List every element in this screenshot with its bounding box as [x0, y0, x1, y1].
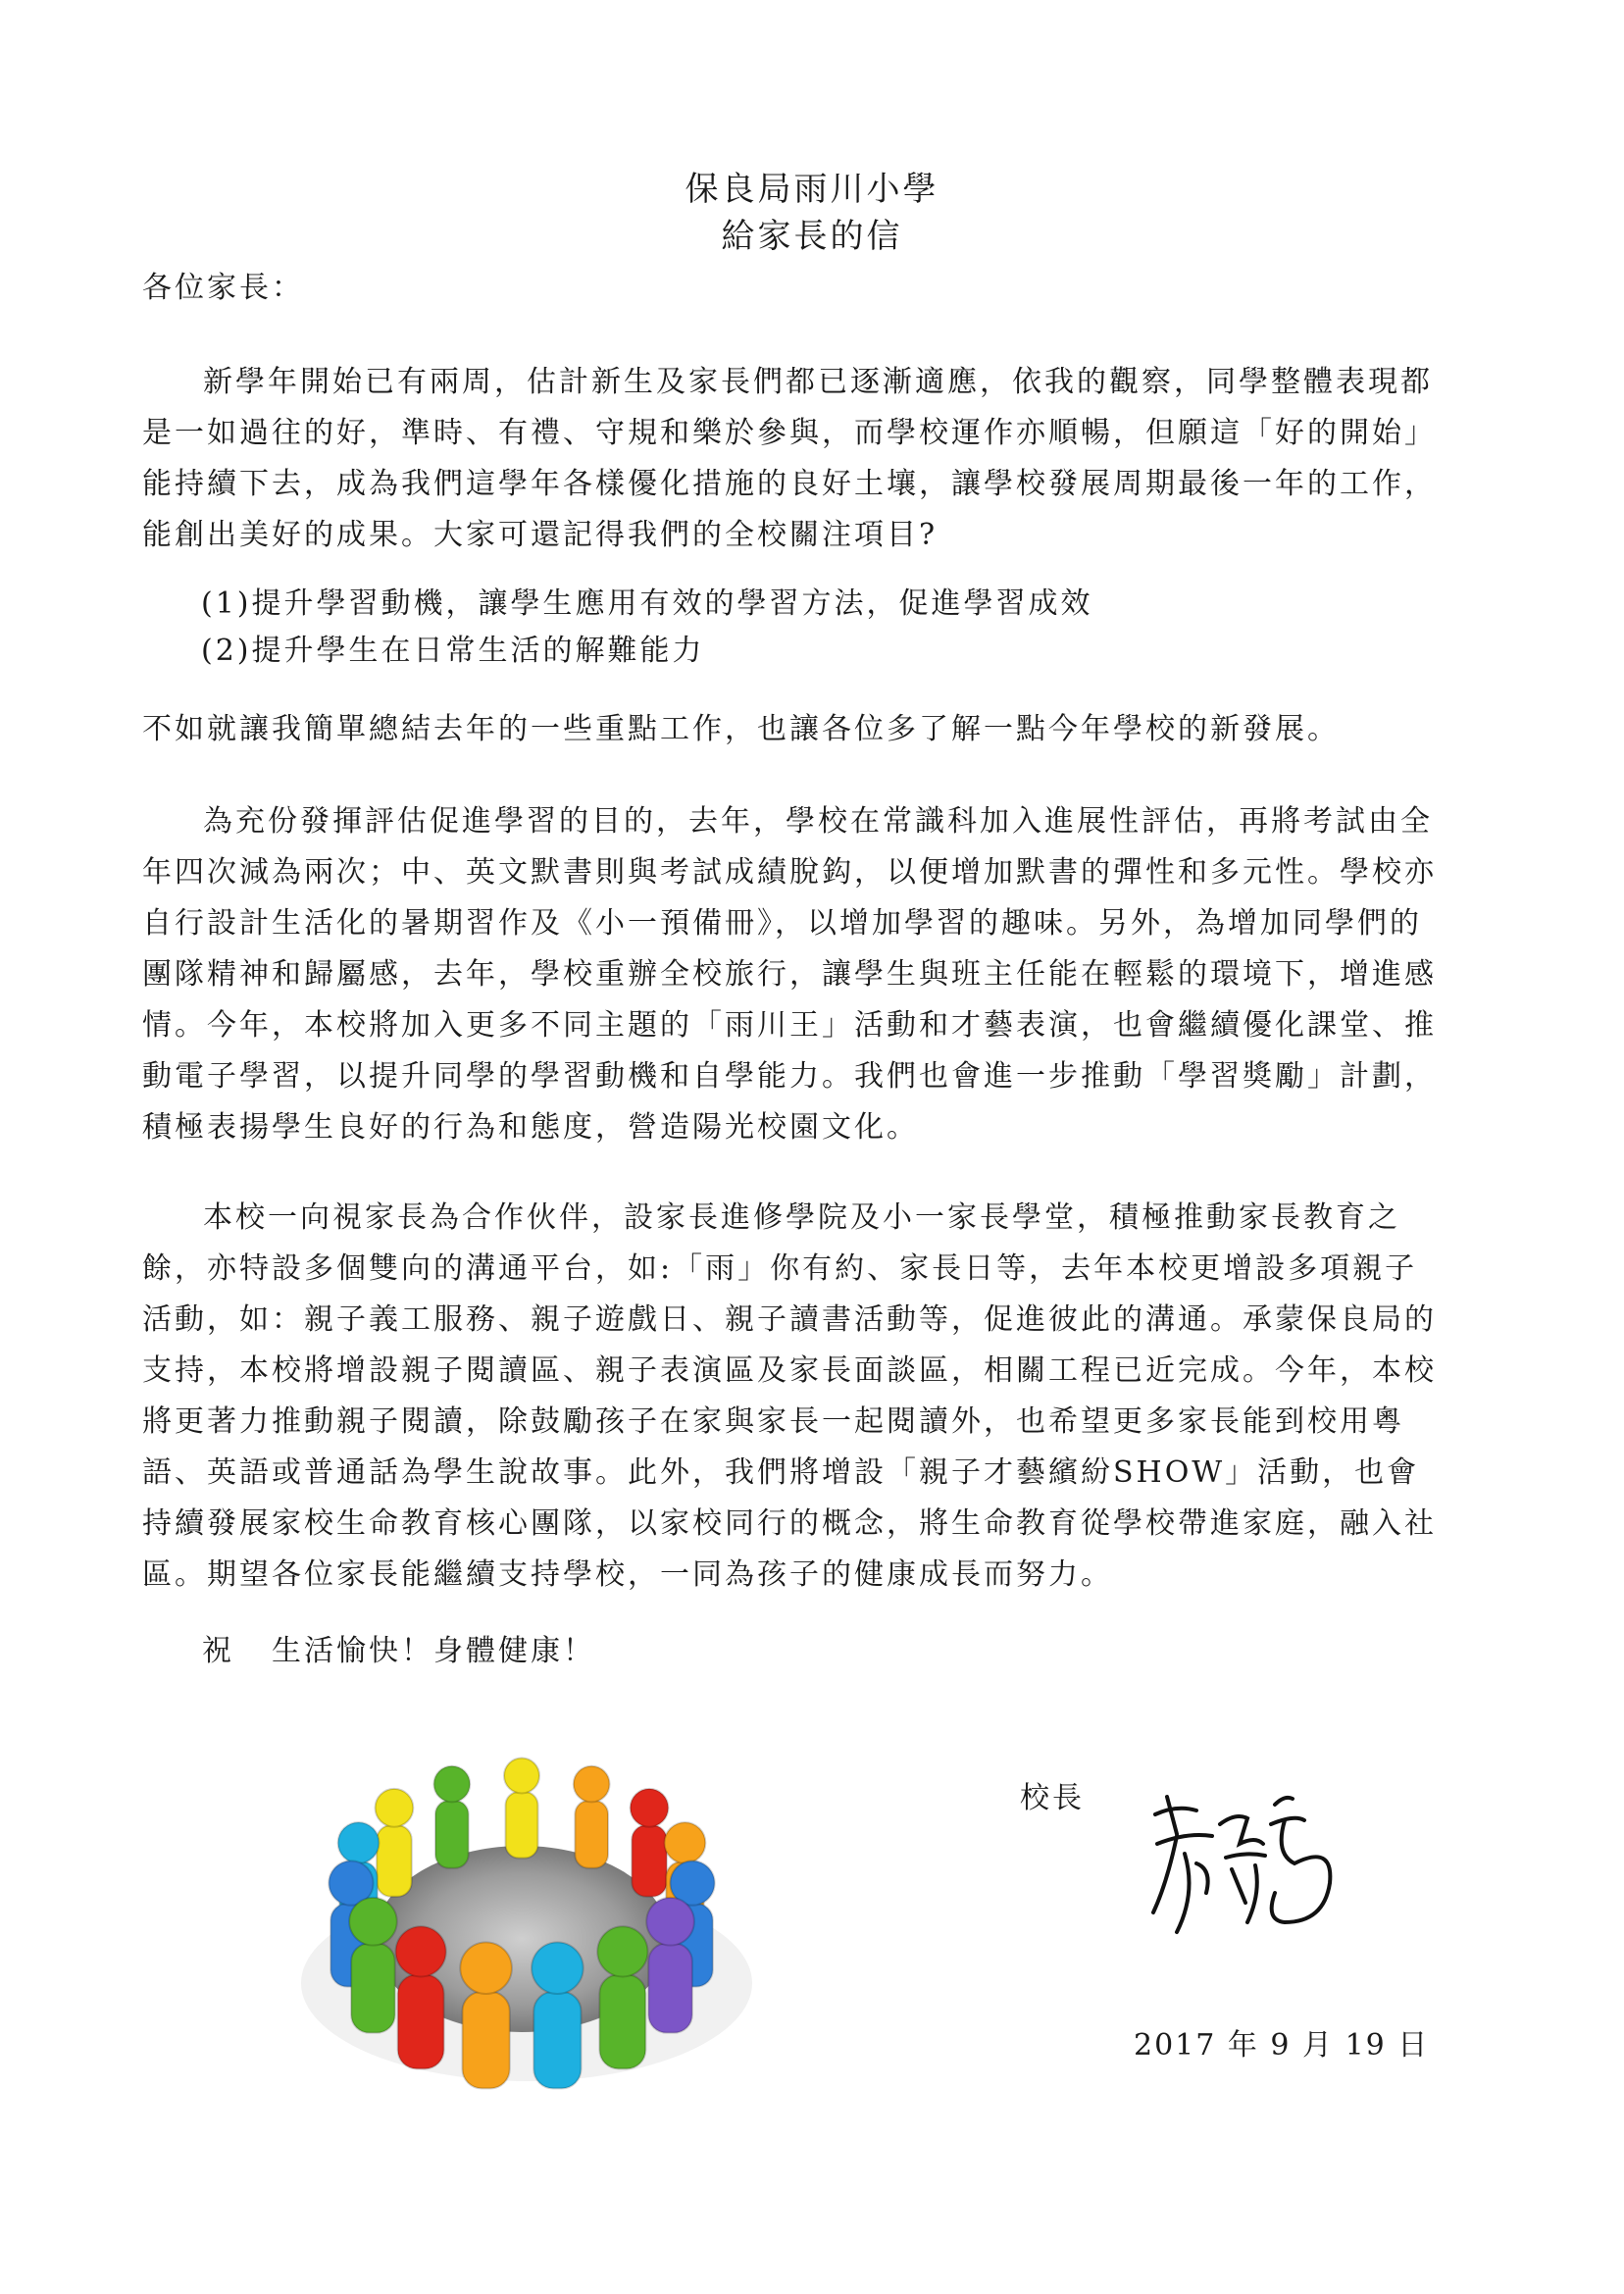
closing-wish-text: 生活愉快！身體健康！	[272, 1634, 595, 1668]
principal-title: 校長	[1020, 1781, 1085, 1815]
figure-person	[433, 1766, 470, 1868]
figure-person	[376, 1789, 414, 1897]
figure-person	[646, 1898, 694, 2033]
paragraph-summary-intro: 不如就讓我簡單總結去年的一些重點工作，也讓各位多了解一點今年學校的新發展。	[142, 712, 1340, 746]
salutation: 各位家長：	[142, 271, 304, 305]
principal-signature	[1138, 1775, 1353, 1952]
figure-person	[597, 1926, 647, 2068]
figures-circle-illustration	[286, 1689, 777, 2101]
figure-person	[349, 1898, 397, 2033]
figure-person	[532, 1942, 584, 2088]
figure-person	[631, 1789, 669, 1897]
figure-person	[574, 1766, 610, 1868]
letter-date: 2017 年 9 月 19 日	[1134, 2028, 1430, 2063]
figure-person	[396, 1926, 446, 2068]
paragraph-parents: 本校一向視家長為合作伙伴，設家長進修學院及小一家長學堂，積極推動家長教育之餘，亦特設多個雙向的溝通平台，如:「雨」你有約、家長日等，去年本校更增設多項親子活動，如：親子義工服務、親子遊戲日、親子讀書活動等，促進彼此的溝通。承蒙保良局的支持，本校將增設親子閱讀區、親子表演區及家長面談區，相關工程已近完成。今年，本校將更著力推動親子閱讀，除鼓勵孩子在家與家長一起閱讀外，也希望更多家長能到校用粵語、英語或普通話為學生說故事。此外，我們將增設「親子才藝繽紛SHOW」活動，也會持續發展家校生命教育核心團隊，以家校同行的概念，將生命教育從學校帶進家庭，融入社區。期望各位家長能繼續支持學校，一同為孩子的健康成長而努力。	[142, 1200, 1437, 1592]
letter-title: 給家長的信	[721, 217, 903, 256]
paragraph-opening: 新學年開始已有兩周，估計新生及家長們都已逐漸適應，依我的觀察，同學整體表現都是一如過往的好，準時、有禮、守規和樂於參與，而學校運作亦順暢，但願這「好的開始」能持續下去，成為我們這學年各樣優化措施的良好土壤，讓學校發展周期最後一年的工作，能創出美好的成果。大家可還記得我們的全校關注項目?	[142, 365, 1437, 552]
closing-prefix: 祝	[202, 1634, 234, 1668]
school-name: 保良局雨川小學	[685, 170, 939, 209]
focus-item-1: (1)提升學習動機，讓學生應用有效的學習方法，促進學習成效	[201, 586, 1093, 621]
closing-wish	[202, 1626, 1506, 1677]
figure-person	[504, 1759, 539, 1859]
paragraph-learning: 為充份發揮評估促進學習的目的，去年，學校在常識科加入進展性評估，再將考試由全年四次減為兩次；中、英文默書則與考試成績脫鈎，以便增加默書的彈性和多元性。學校亦自行設計生活化的暑期習作及《小一預備冊》，以增加學習的趣味。另外，為增加同學們的團隊精神和歸屬感，去年，學校重辦全校旅行，讓學生與班主任能在輕鬆的環境下，增進感情。今年，本校將加入更多不同主題的「雨川王」活動和才藝表演，也會繼續優化課堂、推動電子學習，以提升同學的學習動機和自學能力。我們也會進一步推動「學習獎勵」計劃，積極表揚學生良好的行為和態度，營造陽光校園文化。	[142, 804, 1437, 1145]
focus-item-2: (2)提升學生在日常生活的解難能力	[201, 634, 705, 668]
figure-person	[460, 1942, 512, 2088]
